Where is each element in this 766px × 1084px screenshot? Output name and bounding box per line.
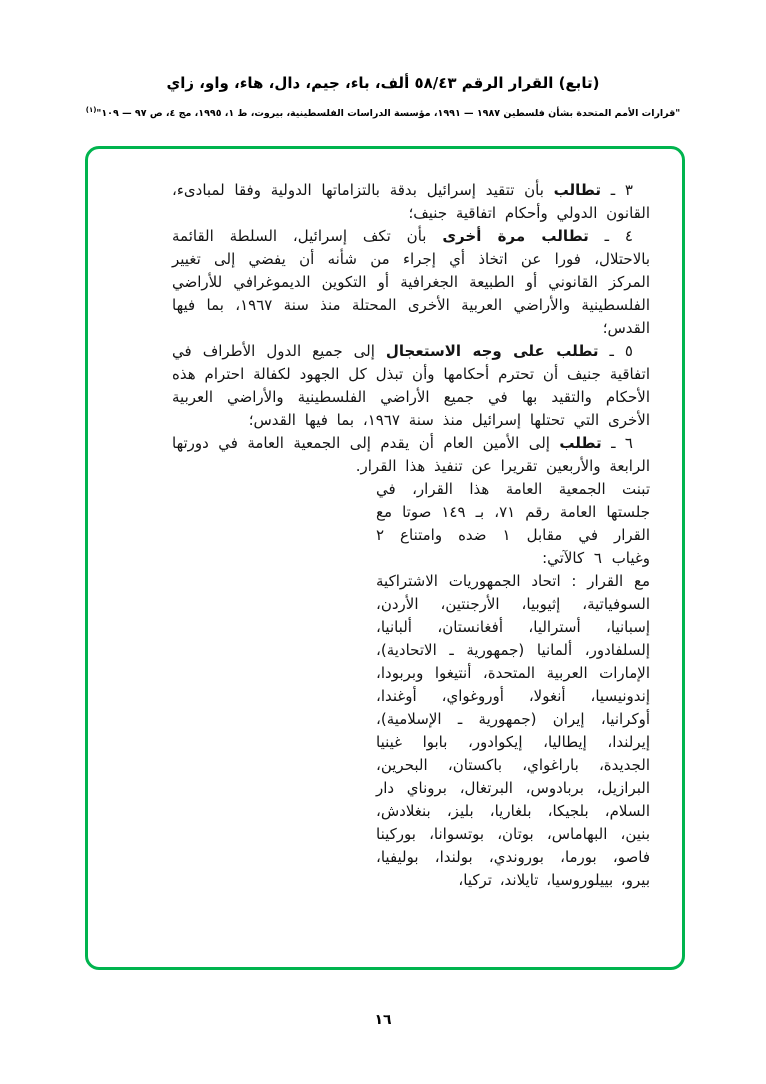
vote-section xyxy=(376,478,650,892)
clause-5-text: إلى جميع الدول الأطراف في اتفاقية جنيف أن تحترم أحكامها وأن تبذل كل الجهود لكفالة احترام هذه الأحكام والتقيد بها في جميع الأراضي الفلسطينية والأراضي العربية الأخرى التي تحتلها إسرائيل منذ سنة ١٩٦٧، بما فيها القدس؛ xyxy=(172,342,650,429)
page-number: ١٦ xyxy=(374,1012,392,1028)
clause-6-number: ٦ ـ xyxy=(611,434,633,452)
clause-3-number: ٣ ـ xyxy=(610,181,633,199)
vote-for-label: مع القرار : xyxy=(571,572,650,590)
clause-4 xyxy=(172,225,650,340)
clause-3 xyxy=(172,179,650,225)
clause-5-verb: تطلب على وجه الاستعجال xyxy=(385,342,599,360)
page-title: (تابع) القرار الرقم ٥٨/٤٣ ألف، باء، جيم، دال، هاء، واو، زاي xyxy=(166,74,600,92)
vote-for-countries: اتحاد الجمهوريات الاشتراكية السوفياتية، إثيوبيا، الأرجنتين، الأردن، إسبانيا، أستراليا، أفغانستان، ألبانيا، إلسلفادور، ألمانيا (جمهورية ـ الاتحادية)، الإمارات العربية المتحدة، أنتيغوا وبربودا، إندونيسيا، أنغولا، أوروغواي، أوغندا، أوكرانيا، إيران (جمهورية ـ الإسلامية)، إيرلندا، إيطاليا، إيكوادور، بابوا غينيا الجديدة، باراغواي، باكستان، البحرين، البرازيل، بربادوس، البرتغال، بروناي دار السلام، بلجيكا، بلغاريا، بليز، بنغلادش، بنين، البهاماس، بوتان، بوتسوانا، بوركينا فاصو، بورما، بوروندي، بولندا، بوليفيا، بيرو، بييلوروسيا، تايلاند، تركيا، xyxy=(376,572,650,889)
vote-for-paragraph xyxy=(376,570,650,892)
clause-6-verb: تطلب xyxy=(559,434,602,452)
clause-5-number: ٥ ـ xyxy=(609,342,633,360)
green-frame xyxy=(85,146,685,970)
resolution-text-block xyxy=(172,179,650,892)
clause-5 xyxy=(172,340,650,432)
clause-4-verb: تطالب مرة أخرى xyxy=(442,227,589,245)
clause-3-verb: تطالب xyxy=(553,181,602,199)
clause-4-number: ٤ ـ xyxy=(604,227,633,245)
source-citation-text: "قرارات الأمم المتحدة بشأن فلسطين ١٩٨٧ — ١٩٩١، مؤسسة الدراسات الفلسطينية، بيروت، ط ١، ١٩٩٥، مج ٤، ص ٩٧ — ١٠٩" xyxy=(96,108,681,120)
clause-3-text: بأن تتقيد إسرائيل بدقة بالتزاماتها الدولية وفقا لمبادىء، القانون الدولي وأحكام اتفاقية جنيف؛ xyxy=(172,181,650,222)
clause-4-text: بأن تكف إسرائيل، السلطة القائمة بالاحتلال، فورا عن اتخاذ أي إجراء من شأنه أن يفضي إلى تغيير المركز القانوني أو الطبيعة الجغرافية أو التكوين الديموغرافي للأراضي الفلسطينية والأراضي العربية الأخرى المحتلة منذ سنة ١٩٦٧، بما فيها القدس؛ xyxy=(172,227,650,337)
adoption-note: تبنت الجمعية العامة هذا القرار، في جلستها العامة رقم ٧١، بـ ١٤٩ صوتا مع القرار في مقابل ١ ضده وامتناع ٢ وغياب ٦ كالآتي: xyxy=(376,480,651,567)
footnote-marker: (١) xyxy=(85,106,97,114)
clause-6-text: إلى الأمين العام أن يقدم إلى الجمعية العامة في دورتها الرابعة والأربعين تقريرا عن تنفيذ هذا القرار. xyxy=(172,434,650,475)
clause-6 xyxy=(172,432,650,478)
source-citation xyxy=(0,106,766,119)
